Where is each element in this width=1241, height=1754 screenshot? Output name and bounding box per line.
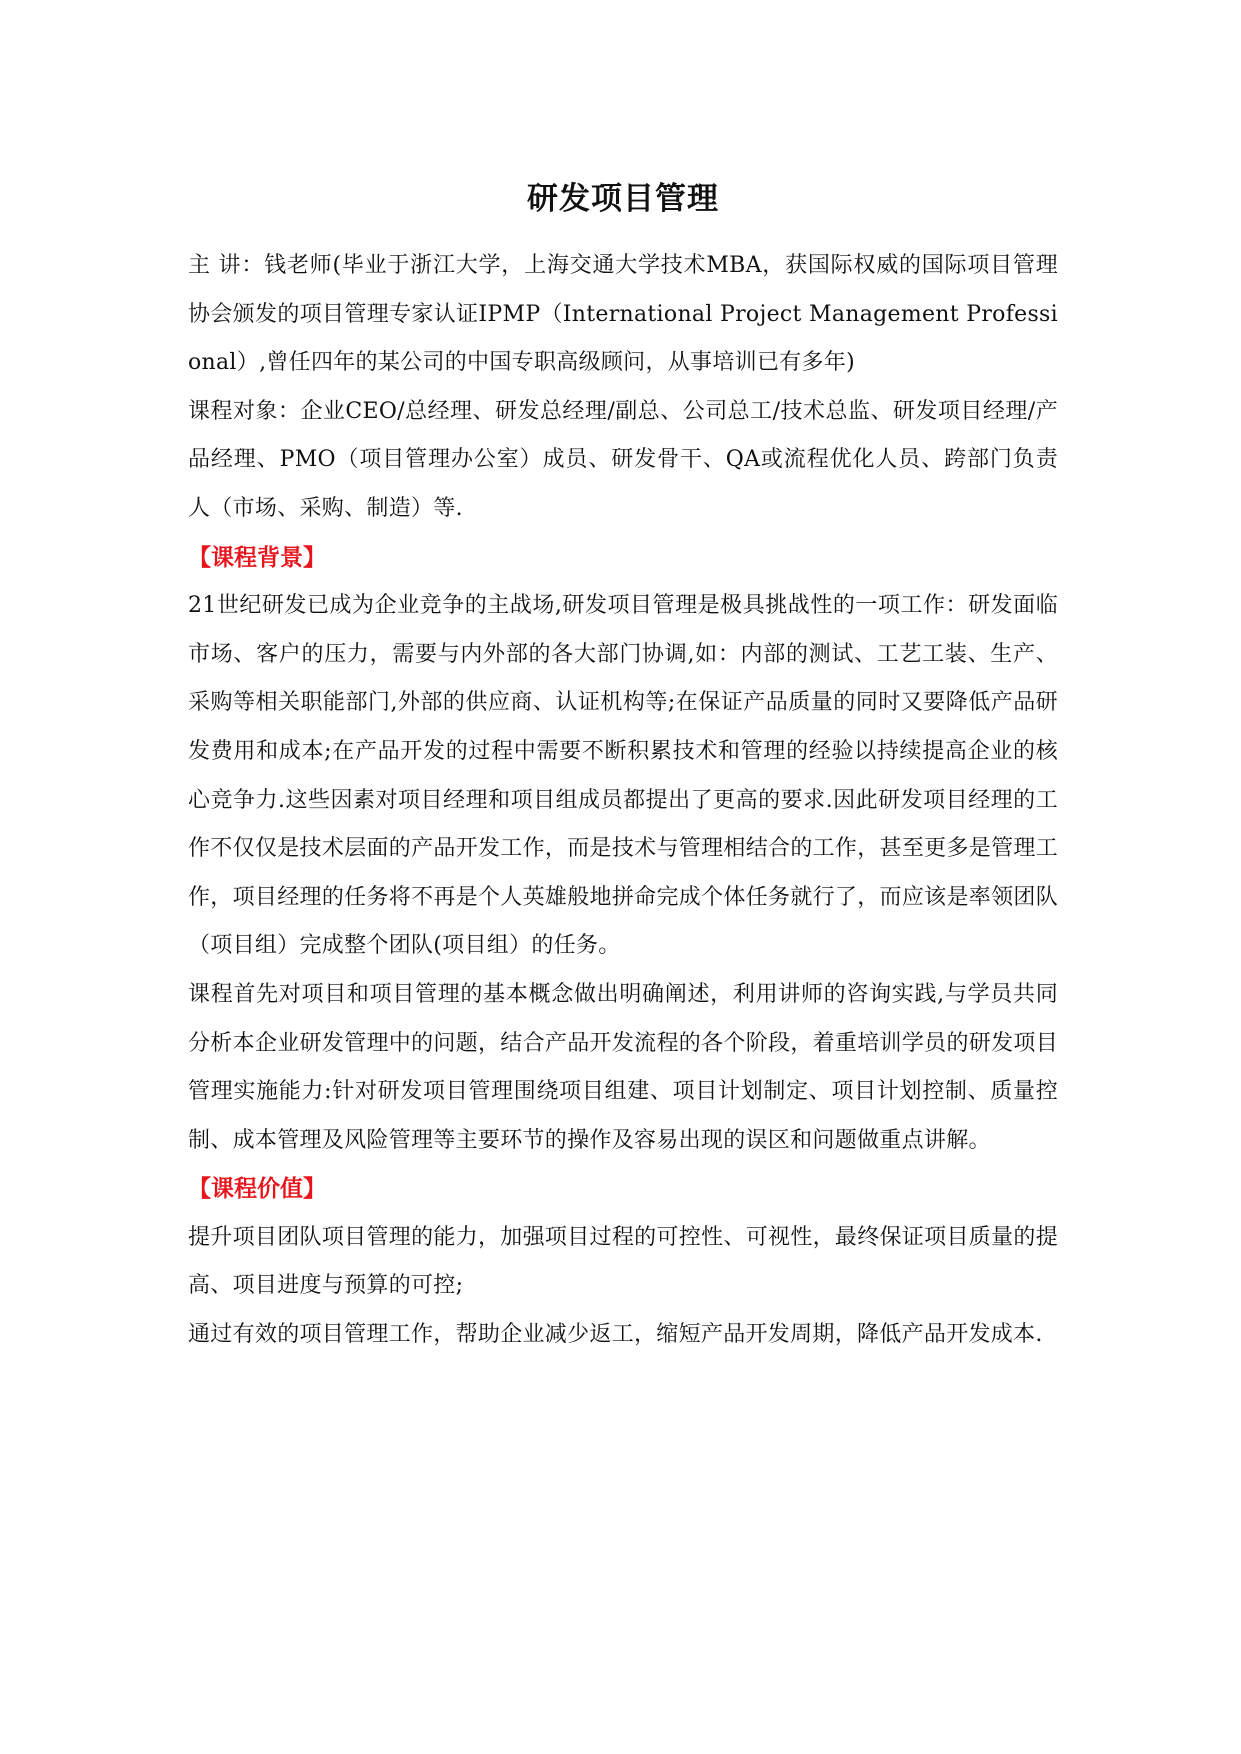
- audience-paragraph: 课程对象：企业CEO/总经理、研发总经理/副总、公司总工/技术总监、研发项目经理/产品经理、PMO（项目管理办公室）成员、研发骨干、QA或流程优化人员、跨部门负责人（市场、采购、制造）等.: [188, 398, 1058, 521]
- section-heading-value: 【课程价值】: [188, 1176, 326, 1203]
- background-paragraph-2: 课程首先对项目和项目管理的基本概念做出明确阐述，利用讲师的咨询实践,与学员共同分析本企业研发管理中的问题，结合产品开发流程的各个阶段，着重培训学员的研发项目管理实施能力:针对研发项目管理围绕项目组建、项目计划制定、项目计划控制、质量控制、成本管理及风险管理等主要环节的操作及容易出现的误区和问题做重点讲解。: [188, 981, 1058, 1153]
- document-content: [188, 176, 1058, 1360]
- value-paragraph-2: 通过有效的项目管理工作，帮助企业减少返工，缩短产品开发周期，降低产品开发成本.: [188, 1322, 1043, 1348]
- value-paragraph-1: 提升项目团队项目管理的能力，加强项目过程的可控性、可视性，最终保证项目质量的提高、项目进度与预算的可控;: [188, 1224, 1058, 1299]
- background-paragraph-1: 21世纪研发已成为企业竞争的主战场,研发项目管理是极具挑战性的一项工作：研发面临市场、客户的压力，需要与内外部的各大部门协调,如：内部的测试、工艺工装、生产、采购等相关职能部门,外部的供应商、认证机构等;在保证产品质量的同时又要降低产品研发费用和成本;在产品开发的过程中需要不断积累技术和管理的经验以持续提高企业的核心竞争力.这些因素对项目经理和项目组成员都提出了更高的要求.因此研发项目经理的工作不仅仅是技术层面的产品开发工作，而是技术与管理相结合的工作，甚至更多是管理工作，项目经理的任务将不再是个人英雄般地拼命完成个体任务就行了，而应该是率领团队（项目组）完成整个团队(项目组）的任务。: [188, 593, 1058, 959]
- lecturer-paragraph: 主 讲：钱老师(毕业于浙江大学，上海交通大学技术MBA，获国际权威的国际项目管理协会颁发的项目管理专家认证IPMP（International Project Management Professional）,曾任四年的某公司的中国专职高级顾问，从事培训已有多年): [188, 253, 1058, 376]
- section-heading-background: 【课程背景】: [188, 544, 326, 571]
- page-title: 研发项目管理: [527, 181, 719, 217]
